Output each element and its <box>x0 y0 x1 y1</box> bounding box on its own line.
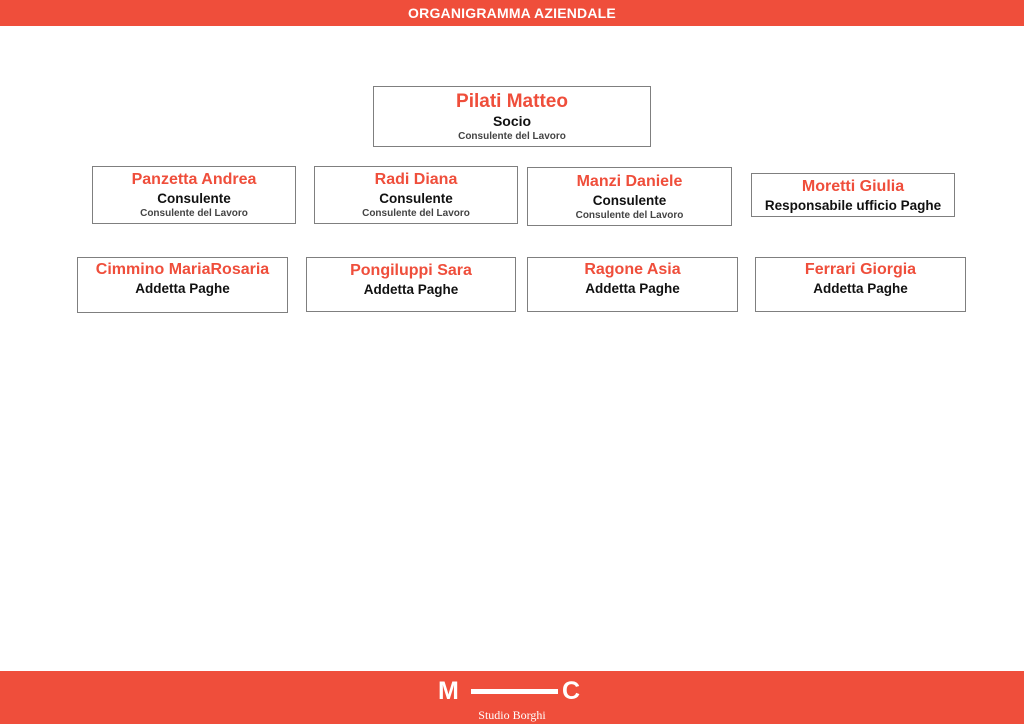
logo-dash <box>471 689 558 694</box>
org-card-payroll-manager <box>751 173 955 217</box>
org-card-consultant <box>92 166 296 224</box>
person-role: Addetta Paghe <box>813 281 908 296</box>
org-card-staff <box>77 257 288 313</box>
person-role: Consulente <box>379 191 453 206</box>
person-qualification: Consulente del Lavoro <box>140 208 248 219</box>
person-role: Responsabile ufficio Paghe <box>764 198 942 213</box>
logo-letter-c: C <box>562 677 581 705</box>
person-qualification: Consulente del Lavoro <box>458 131 566 142</box>
org-card-staff <box>755 257 966 312</box>
org-card-staff <box>527 257 738 312</box>
page-title: ORGANIGRAMMA AZIENDALE <box>408 5 616 21</box>
person-name: Moretti Giulia <box>801 178 905 195</box>
person-name: Manzi Daniele <box>576 173 683 190</box>
person-role: Addetta Paghe <box>585 281 680 296</box>
person-role: Socio <box>492 113 532 129</box>
person-name: Pongiluppi Sara <box>350 262 472 279</box>
logo-letter-m: M <box>438 677 459 705</box>
person-role: Addetta Paghe <box>135 281 230 296</box>
person-qualification: Consulente del Lavoro <box>575 210 684 221</box>
studio-logo <box>438 679 586 703</box>
person-role: Addetta Paghe <box>363 282 459 297</box>
person-name: Ragone Asia <box>584 261 681 278</box>
person-qualification: Consulente del Lavoro <box>362 208 470 219</box>
page-header <box>0 0 1024 26</box>
person-role: Consulente <box>157 191 231 206</box>
person-name: Radi Diana <box>374 171 458 188</box>
person-name: Ferrari Giorgia <box>804 261 917 278</box>
studio-name: Studio Borghi <box>478 708 546 722</box>
person-role: Consulente <box>592 193 667 208</box>
org-card-consultant <box>527 167 732 226</box>
person-name: Cimmino MariaRosaria <box>95 261 270 278</box>
org-card-partner <box>373 86 651 147</box>
org-card-staff <box>306 257 516 312</box>
page-footer <box>0 671 1024 724</box>
org-card-consultant <box>314 166 518 224</box>
person-name: Panzetta Andrea <box>131 171 257 188</box>
person-name: Pilati Matteo <box>456 91 568 112</box>
